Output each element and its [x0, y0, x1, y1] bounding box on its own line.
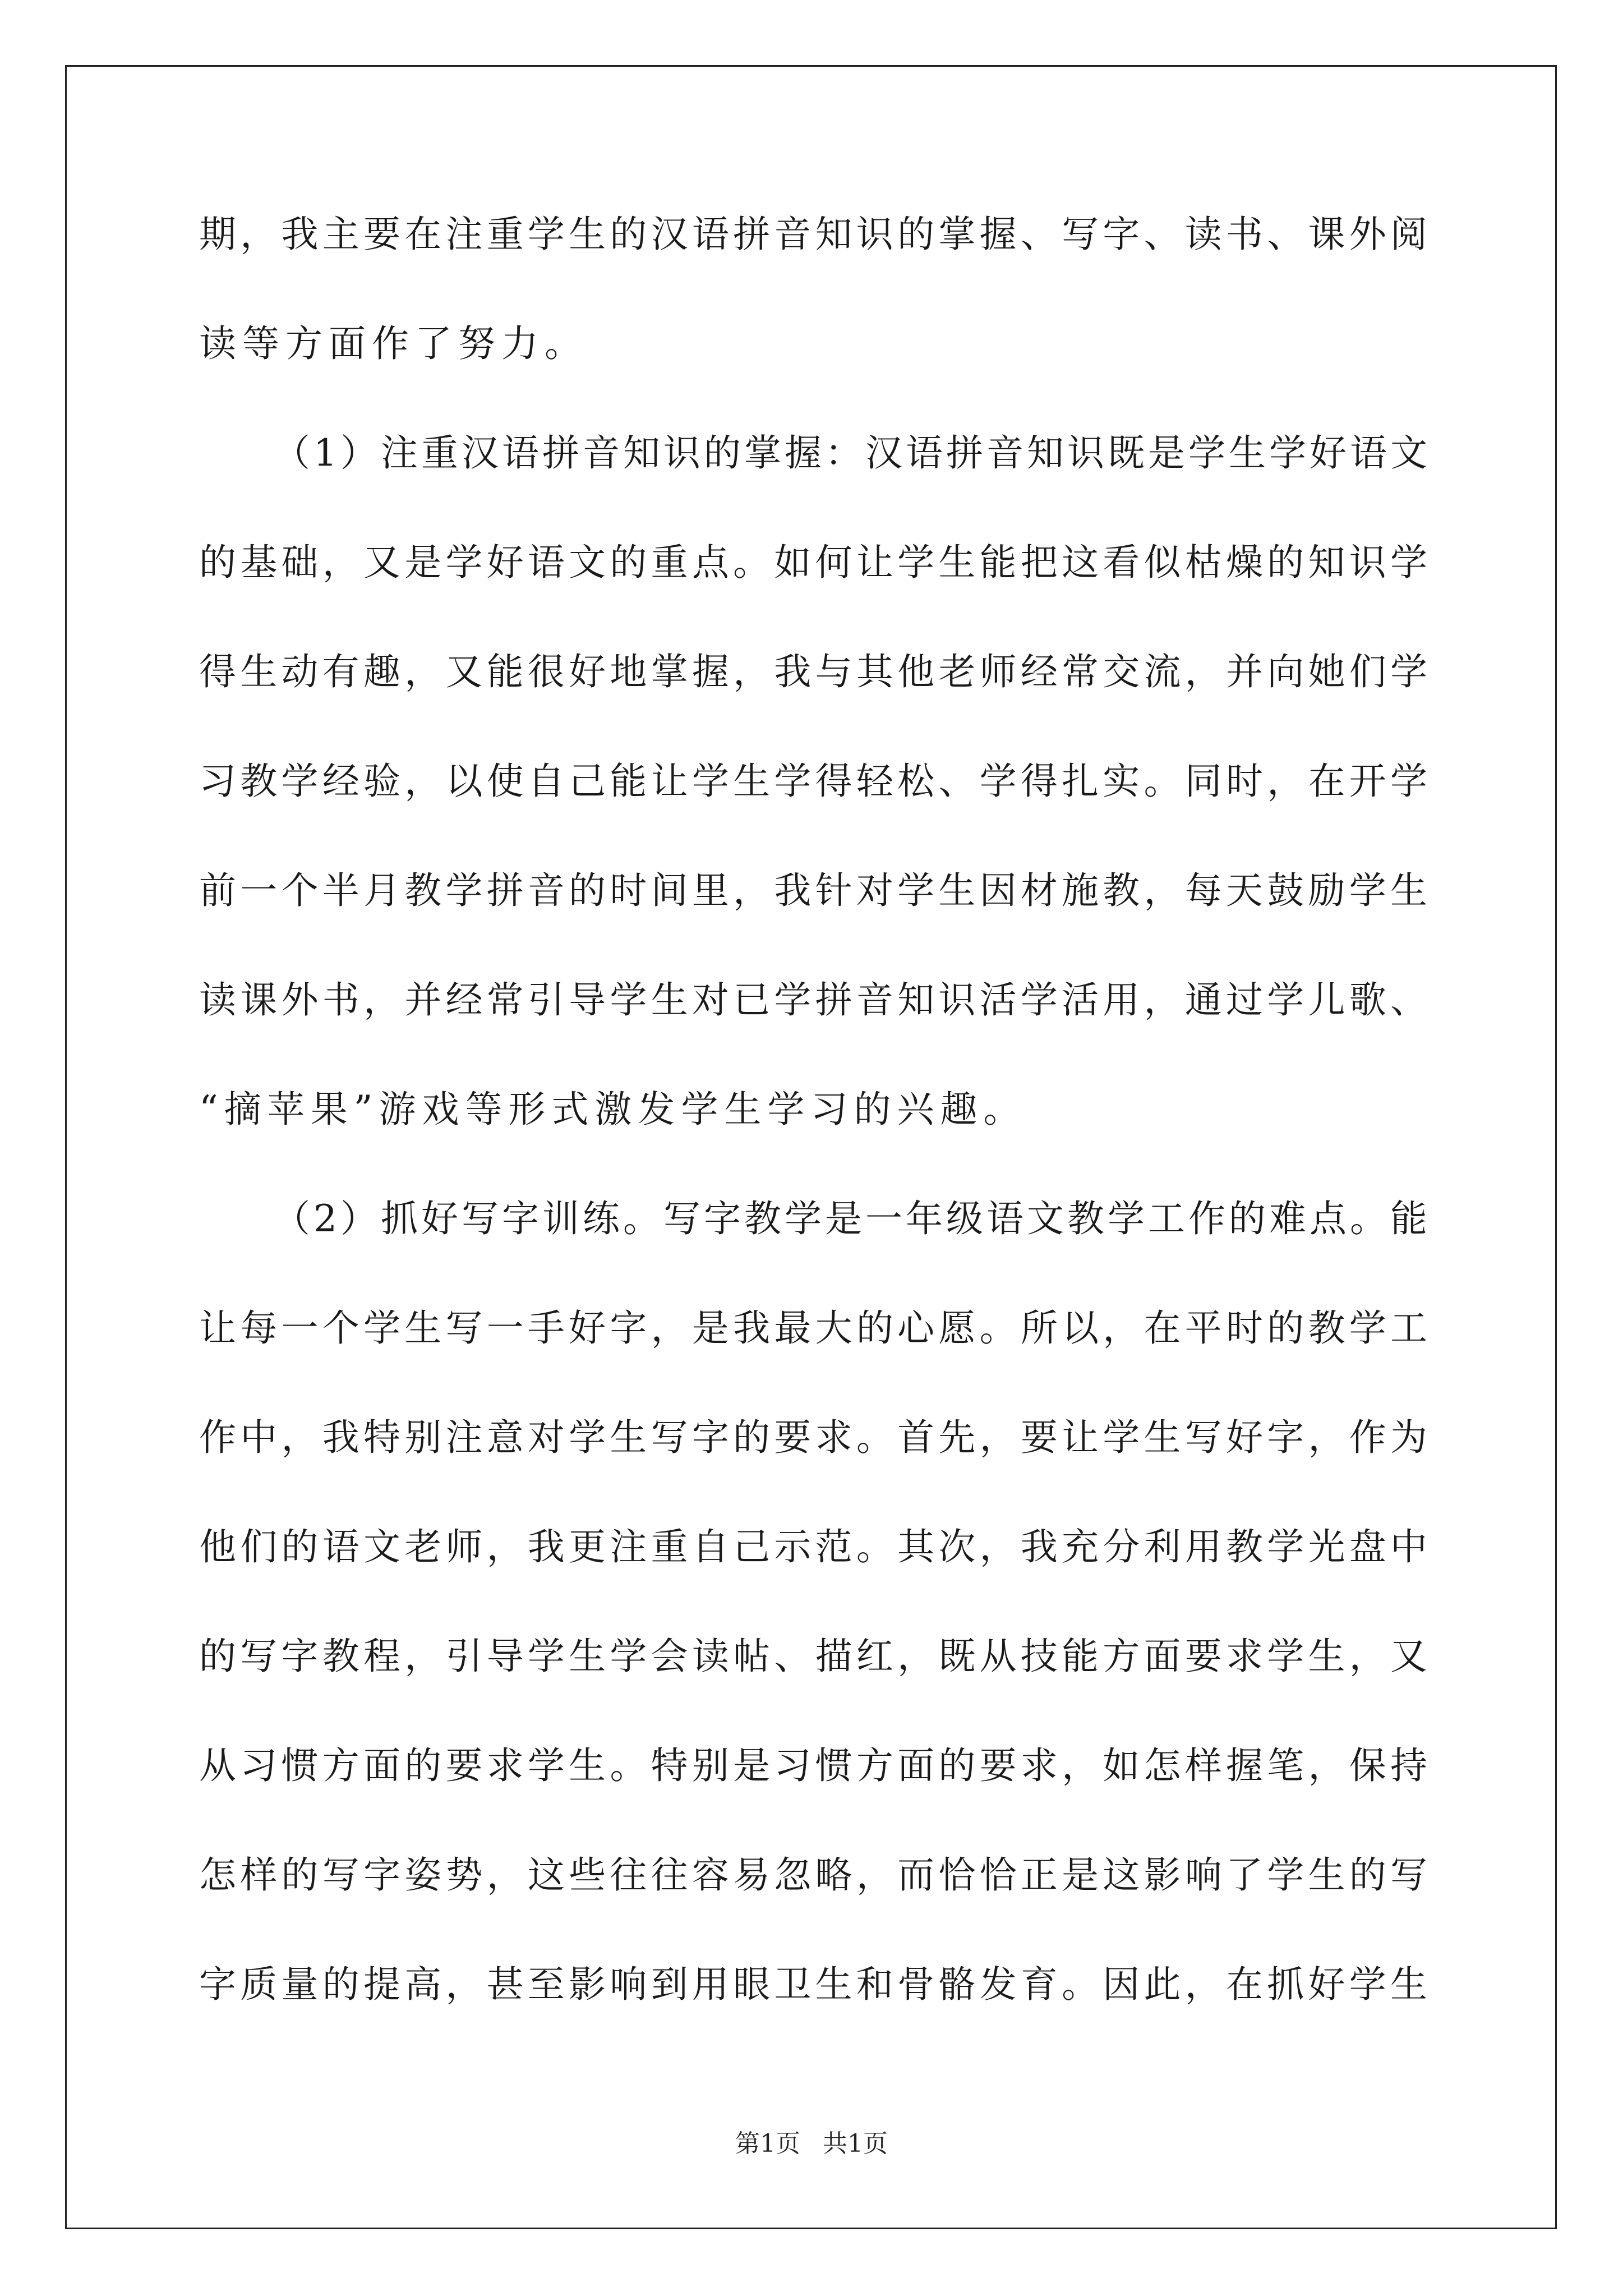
- page-footer: [0, 2129, 1623, 2158]
- text-line: 让每一个学生写一手好字，是我最大的心愿。所以，在平时的教学工: [199, 1306, 1427, 1350]
- text-line: 的写字教程，引导学生学会读帖、描红，既从技能方面要求学生，又: [199, 1635, 1427, 1678]
- text-line: 的基础，又是学好语文的重点。如何让学生能把这看似枯燥的知识学: [199, 541, 1427, 584]
- page-total: 共1页: [823, 2129, 888, 2158]
- page-number: 第1页: [735, 2129, 800, 2158]
- text-line: （1）注重汉语拼音知识的掌握：汉语拼音知识既是学生学好语文: [273, 431, 1427, 475]
- text-line: （2）抓好写字训练。写字教学是一年级语文教学工作的难点。能: [273, 1197, 1427, 1240]
- text-line: 他们的语文老师，我更注重自己示范。其次，我充分利用教学光盘中: [199, 1525, 1427, 1568]
- text-line: 得生动有趣，又能很好地掌握，我与其他老师经常交流，并向她们学: [199, 650, 1427, 693]
- text-line: 读课外书，并经常引导学生对已学拼音知识活学活用，通过学儿歌、: [199, 978, 1427, 1022]
- text-line: 习教学经验，以使自己能让学生学得轻松、学得扎实。同时，在开学: [199, 760, 1427, 803]
- text-line: 怎样的写字姿势，这些往往容易忽略，而恰恰正是这影响了学生的写: [199, 1853, 1427, 1897]
- text-line: 字质量的提高，甚至影响到用眼卫生和骨骼发育。因此，在抓好学生: [199, 1963, 1427, 2006]
- text-line: 前一个半月教学拼音的时间里，我针对学生因材施教，每天鼓励学生: [199, 869, 1427, 912]
- text-line: “摘苹果”游戏等形式激发学生学习的兴趣。: [199, 1088, 1027, 1131]
- text-line: 从习惯方面的要求学生。特别是习惯方面的要求，如怎样握笔，保持: [199, 1744, 1427, 1787]
- text-line: 读等方面作了努力。: [199, 322, 588, 365]
- text-line: 期，我主要在注重学生的汉语拼音知识的掌握、写字、读书、课外阅: [199, 213, 1427, 256]
- document-body: [199, 213, 1427, 2076]
- text-line: 作中，我特别注意对学生写字的要求。首先，要让学生写好字，作为: [199, 1416, 1427, 1459]
